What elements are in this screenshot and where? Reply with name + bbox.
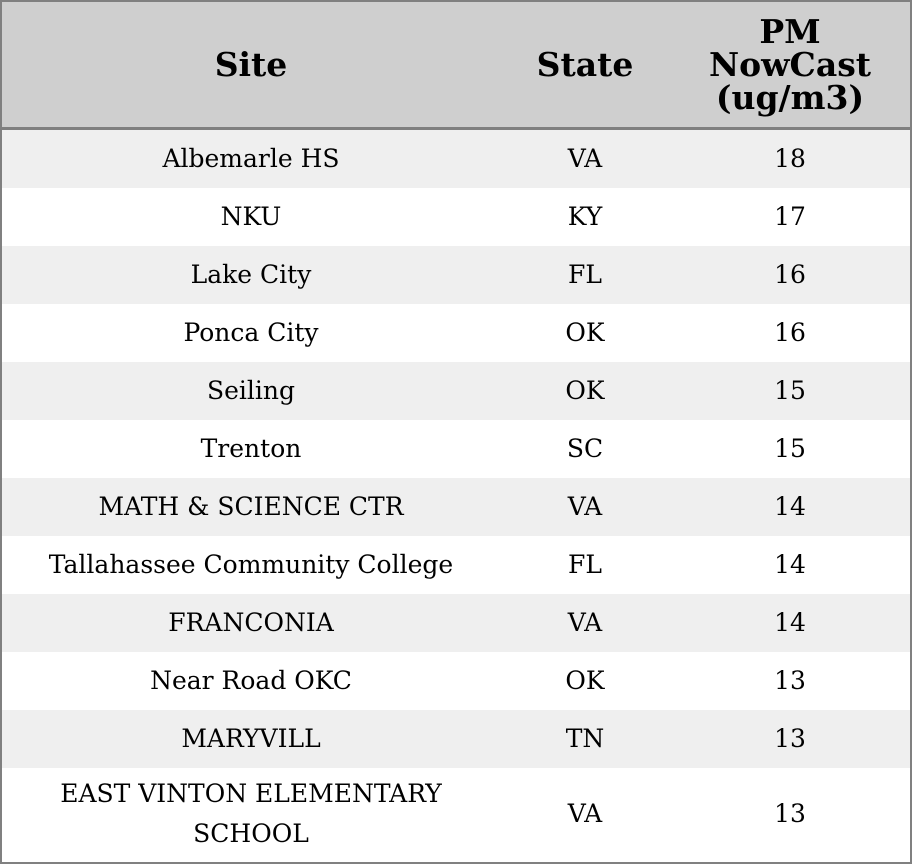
- table-row: [2, 536, 910, 594]
- site-cell: MATH & SCIENCE CTR: [98, 492, 404, 521]
- pm-value-cell: 14: [774, 608, 806, 637]
- state-cell: KY: [567, 202, 603, 231]
- site-cell: Albemarle HS: [162, 144, 340, 173]
- site-cell: NKU: [220, 202, 282, 231]
- table-row: [2, 128, 910, 188]
- site-cell: Tallahassee Community College: [48, 550, 454, 579]
- site-cell: Seiling: [206, 376, 295, 405]
- pm-value-cell: 17: [774, 202, 806, 231]
- state-cell: SC: [566, 434, 604, 463]
- column-header-state: State: [500, 2, 670, 128]
- pm-value-cell: 18: [774, 144, 806, 173]
- table-row: [2, 768, 910, 860]
- state-cell: VA: [567, 144, 603, 173]
- pm-value-cell: 13: [774, 798, 806, 828]
- site-cell: MARYVILL: [181, 724, 321, 753]
- table-row: [2, 362, 910, 420]
- table-row: [2, 188, 910, 246]
- site-cell: Lake City: [190, 260, 312, 289]
- site-cell: Ponca City: [183, 318, 319, 347]
- column-header-site: Site: [2, 2, 500, 128]
- state-cell: FL: [568, 260, 602, 289]
- state-cell: OK: [565, 666, 605, 695]
- pm-value-cell: 13: [774, 724, 806, 753]
- table-row: [2, 304, 910, 362]
- pm-value-cell: 15: [774, 376, 806, 405]
- site-cell: Trenton: [200, 434, 302, 463]
- pm-value-cell: 15: [774, 434, 806, 463]
- state-cell: VA: [567, 492, 603, 521]
- site-cell: Near Road OKC: [150, 666, 352, 695]
- pm-value-cell: 14: [774, 492, 806, 521]
- state-cell: OK: [565, 376, 605, 405]
- table-row: [2, 478, 910, 536]
- pm-nowcast-table: [2, 2, 910, 860]
- pm-value-cell: 13: [774, 666, 806, 695]
- table-row: [2, 710, 910, 768]
- table-row: [2, 652, 910, 710]
- state-cell: OK: [565, 318, 605, 347]
- site-cell: EAST VINTON ELEMENTARY SCHOOL: [60, 778, 442, 848]
- header-row: [2, 2, 910, 128]
- site-cell: FRANCONIA: [168, 608, 334, 637]
- pm-value-cell: 16: [774, 318, 806, 347]
- state-cell: VA: [567, 798, 603, 828]
- table-row: [2, 594, 910, 652]
- pm-value-cell: 16: [774, 260, 806, 289]
- state-cell: VA: [567, 608, 603, 637]
- table-row: [2, 420, 910, 478]
- state-cell: TN: [565, 724, 605, 753]
- table-row: [2, 246, 910, 304]
- state-cell: FL: [568, 550, 602, 579]
- column-header-pm-nowcast: PM NowCast (ug/m3): [670, 2, 910, 128]
- pm-value-cell: 14: [774, 550, 806, 579]
